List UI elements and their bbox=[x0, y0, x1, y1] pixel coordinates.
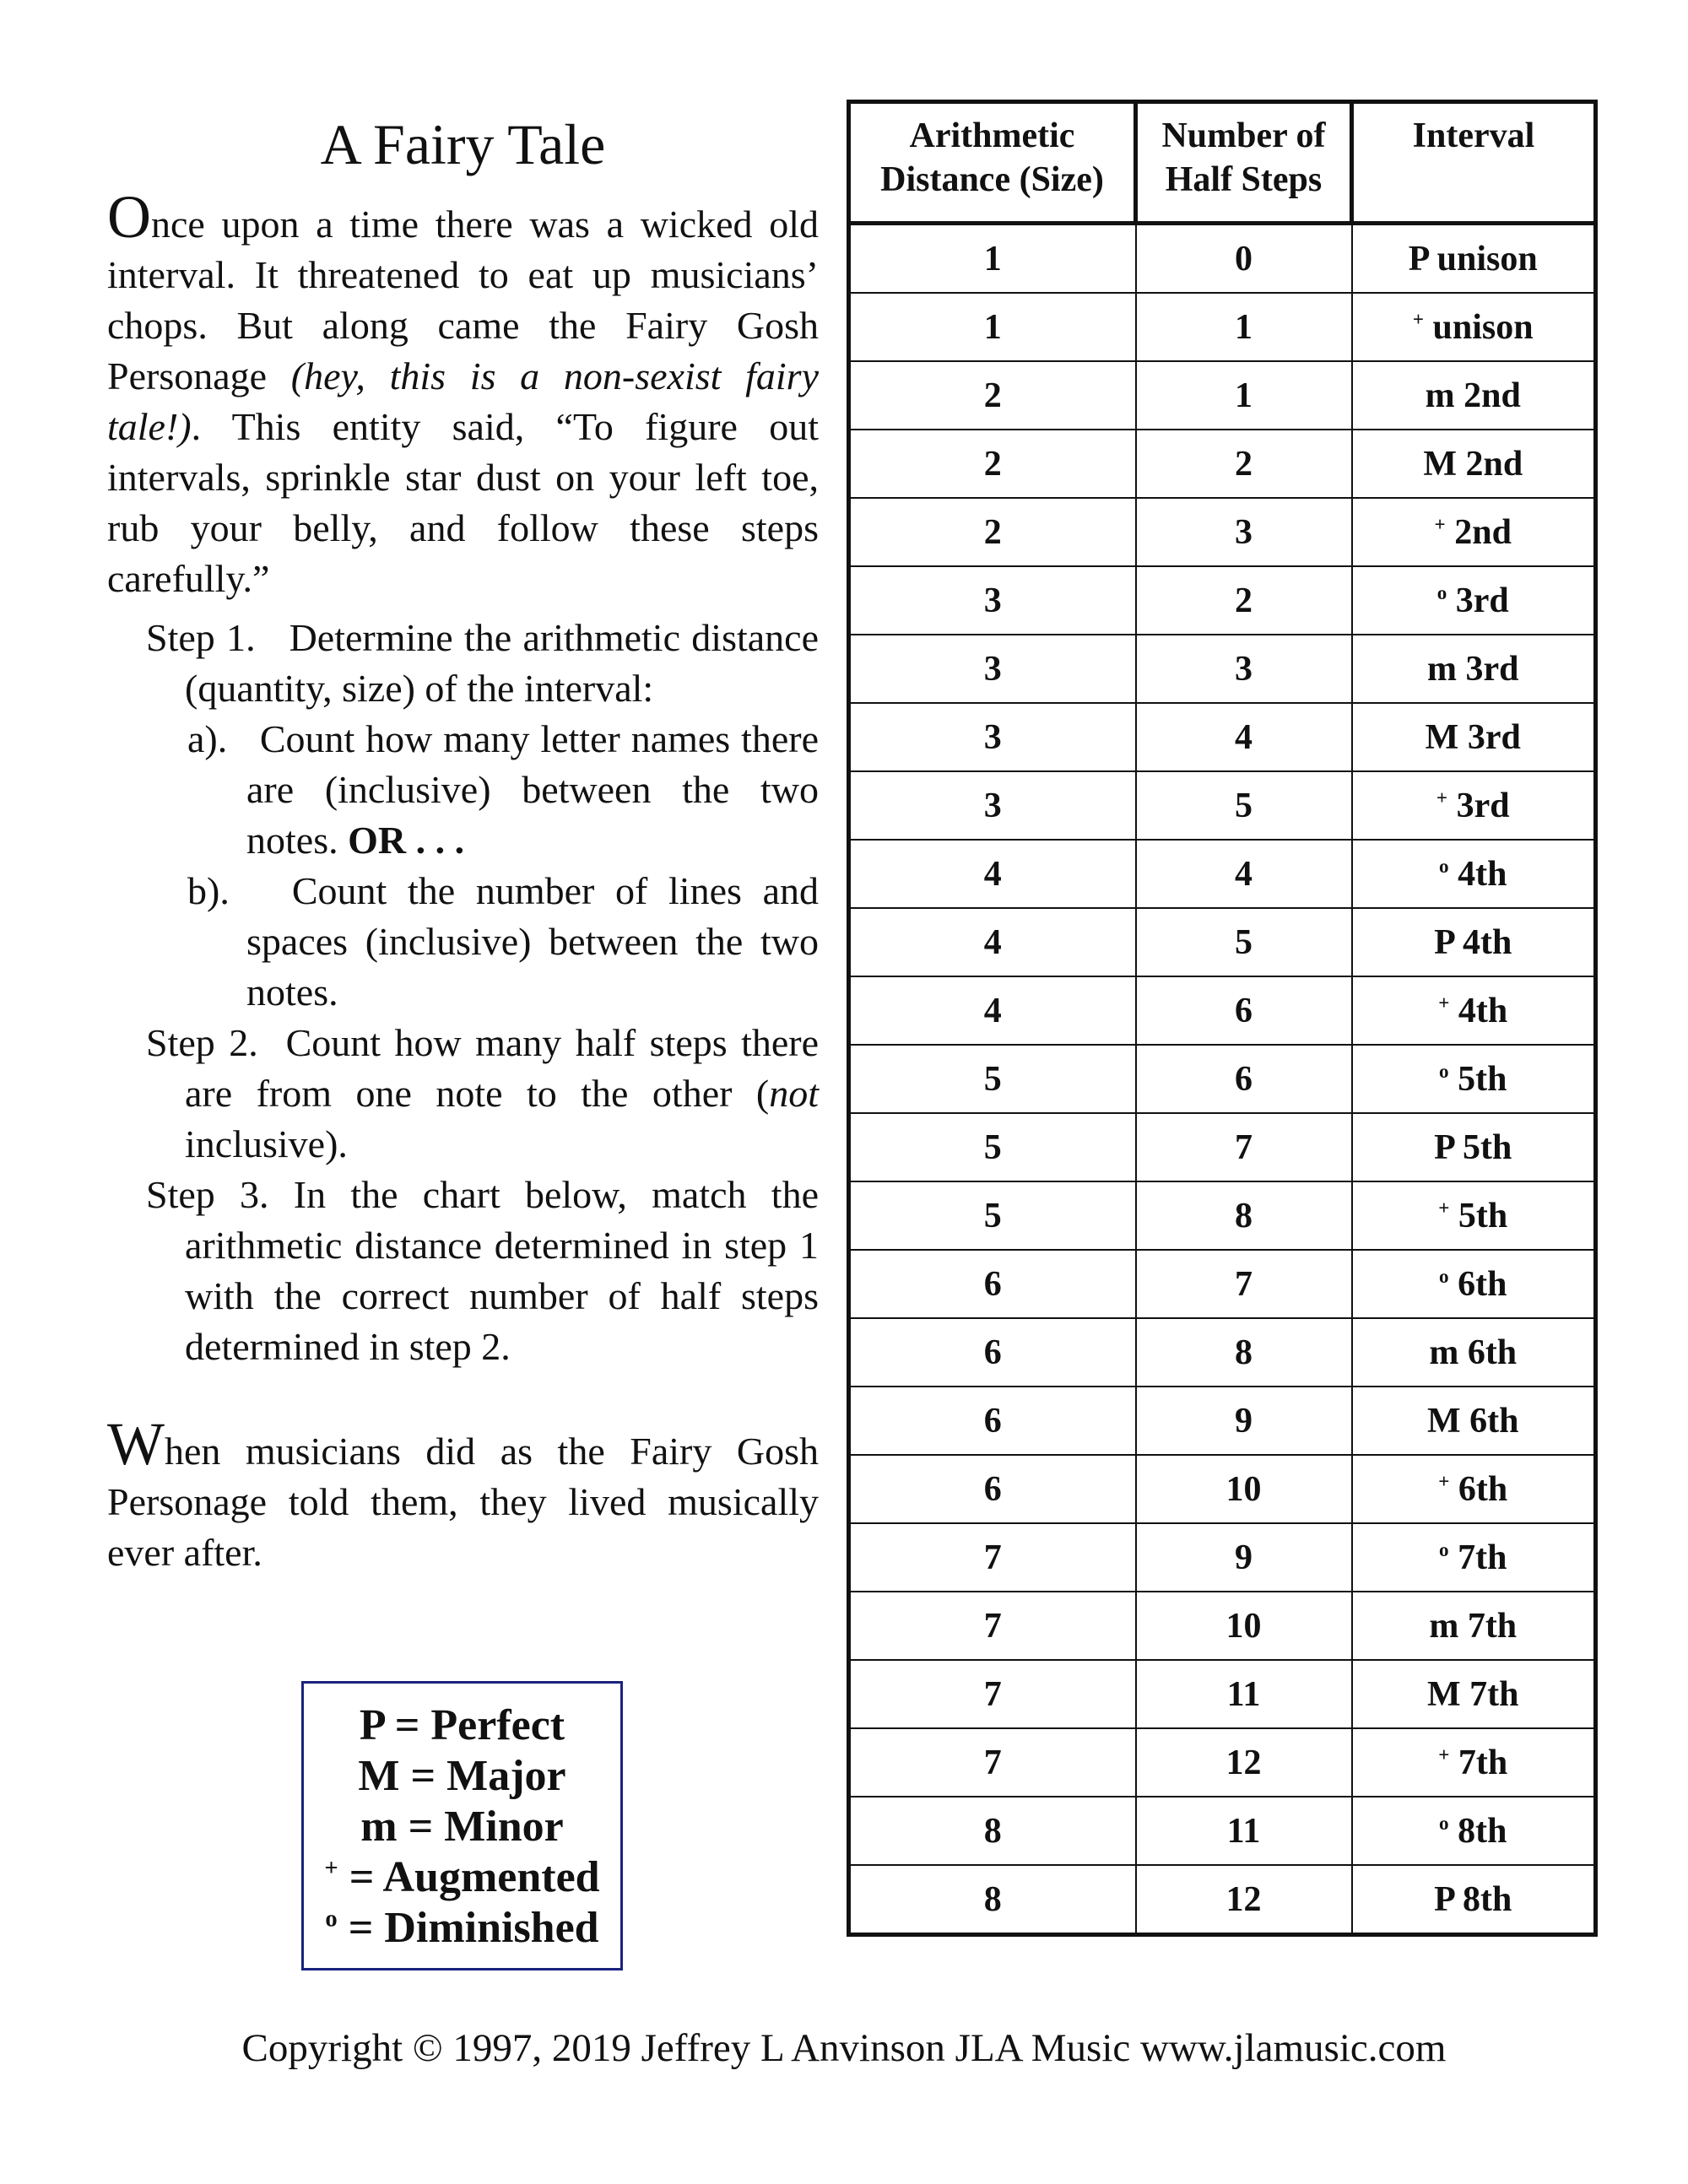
header-interval: Interval bbox=[1352, 102, 1596, 224]
cell-half-steps: 6 bbox=[1136, 976, 1352, 1045]
step-3-text: In the chart below, match the arithmetic distance determined in step 1 with the correct number of half steps determined in step 2. bbox=[185, 1173, 819, 1368]
cell-interval bbox=[1352, 293, 1596, 361]
cell-size: 4 bbox=[849, 908, 1136, 976]
cell-size: 7 bbox=[849, 1592, 1136, 1660]
legend-diminished bbox=[304, 1903, 620, 1954]
table-row bbox=[849, 1728, 1596, 1797]
cell-interval bbox=[1352, 1523, 1596, 1592]
step-1-text: Determine the arithmetic distance (quantity, size) of the interval: bbox=[185, 616, 820, 710]
interval-table bbox=[847, 100, 1598, 1937]
cell-half-steps: 9 bbox=[1136, 1387, 1352, 1455]
interval-quality-symbol: o bbox=[1439, 1059, 1449, 1082]
interval-name: m 6th bbox=[1429, 1333, 1518, 1372]
diminished-symbol: o bbox=[325, 1906, 338, 1933]
table-row bbox=[849, 293, 1596, 361]
interval-name: unison bbox=[1424, 307, 1534, 347]
interval-quality-symbol: o bbox=[1439, 1811, 1449, 1834]
step-2-text-1: Count how many half steps there are from one note to the other ( bbox=[185, 1021, 820, 1115]
intro-text-2: . This entity said, “To figure out intervals, sprinkle star dust on your left toe, rub your belly, and follow these steps carefully.” bbox=[107, 405, 819, 600]
interval-name: M 3rd bbox=[1425, 717, 1521, 757]
cell-half-steps: 0 bbox=[1136, 224, 1352, 294]
table-row bbox=[849, 430, 1596, 498]
table-row bbox=[849, 1592, 1596, 1660]
interval-name: 3rd bbox=[1447, 786, 1510, 825]
cell-half-steps: 9 bbox=[1136, 1523, 1352, 1592]
cell-size: 7 bbox=[849, 1523, 1136, 1592]
cell-half-steps: 11 bbox=[1136, 1660, 1352, 1728]
diminished-text: = Diminished bbox=[337, 1904, 599, 1952]
table-row bbox=[849, 1523, 1596, 1592]
cell-size: 4 bbox=[849, 840, 1136, 908]
cell-half-steps: 8 bbox=[1136, 1181, 1352, 1250]
ending-paragraph bbox=[107, 1410, 819, 1578]
interval-name: M 7th bbox=[1427, 1674, 1519, 1714]
table-row bbox=[849, 1797, 1596, 1865]
interval-quality-symbol: + bbox=[1438, 991, 1450, 1014]
cell-size: 2 bbox=[849, 498, 1136, 566]
step-2-text-2: inclusive). bbox=[185, 1122, 348, 1165]
step-1b-label: b). bbox=[187, 869, 230, 912]
story-column bbox=[107, 105, 819, 1578]
table-row bbox=[849, 224, 1596, 294]
step-2-label: Step 2. bbox=[146, 1021, 258, 1064]
cell-interval bbox=[1352, 908, 1596, 976]
cell-half-steps: 1 bbox=[1136, 361, 1352, 430]
interval-name: 6th bbox=[1448, 1264, 1507, 1304]
table-row bbox=[849, 771, 1596, 840]
cell-half-steps: 3 bbox=[1136, 635, 1352, 703]
cell-interval bbox=[1352, 498, 1596, 566]
cell-interval bbox=[1352, 1592, 1596, 1660]
step-3-label: Step 3. bbox=[146, 1173, 269, 1216]
cell-half-steps: 12 bbox=[1136, 1865, 1352, 1935]
interval-name: m 2nd bbox=[1425, 376, 1521, 415]
interval-name: P 4th bbox=[1434, 922, 1512, 962]
interval-quality-symbol: + bbox=[1438, 1469, 1450, 1492]
cell-size: 2 bbox=[849, 430, 1136, 498]
interval-quality-symbol: + bbox=[1438, 1743, 1450, 1765]
interval-name: 4th bbox=[1449, 991, 1508, 1030]
step-2-italic: not bbox=[769, 1072, 819, 1115]
table-row bbox=[849, 1455, 1596, 1523]
cell-size: 1 bbox=[849, 224, 1136, 294]
cell-size: 3 bbox=[849, 566, 1136, 635]
step-1b bbox=[107, 866, 819, 1018]
cell-half-steps: 10 bbox=[1136, 1455, 1352, 1523]
interval-name: P 5th bbox=[1434, 1127, 1512, 1167]
step-2 bbox=[107, 1018, 819, 1170]
cell-size: 7 bbox=[849, 1728, 1136, 1797]
cell-size: 6 bbox=[849, 1387, 1136, 1455]
table-header-row bbox=[849, 102, 1596, 224]
copyright-footer: Copyright © 1997, 2019 Jeffrey L Anvinson JLA Music www.jlamusic.com bbox=[241, 2026, 1447, 2070]
intro-text-1: nce upon a time there was a wicked old interval. It threatened to eat up musicians’ chops. But along came the Fairy Gosh Personage bbox=[107, 203, 819, 397]
step-1a-label: a). bbox=[187, 717, 228, 760]
interval-name: 4th bbox=[1448, 854, 1507, 894]
cell-interval bbox=[1352, 1045, 1596, 1113]
interval-quality-symbol: o bbox=[1439, 1538, 1449, 1560]
cell-interval bbox=[1352, 361, 1596, 430]
interval-name: M 6th bbox=[1427, 1401, 1519, 1441]
cell-size: 5 bbox=[849, 1181, 1136, 1250]
intro-paragraph bbox=[107, 183, 820, 604]
cell-half-steps: 11 bbox=[1136, 1797, 1352, 1865]
cell-interval bbox=[1352, 1797, 1596, 1865]
cell-half-steps: 1 bbox=[1136, 293, 1352, 361]
table-row bbox=[849, 1387, 1596, 1455]
table-row bbox=[849, 498, 1596, 566]
interval-name: 6th bbox=[1449, 1469, 1508, 1509]
cell-interval bbox=[1352, 1113, 1596, 1181]
cell-half-steps: 6 bbox=[1136, 1045, 1352, 1113]
table-row bbox=[849, 361, 1596, 430]
table-row bbox=[849, 1045, 1596, 1113]
cell-size: 3 bbox=[849, 771, 1136, 840]
cell-size: 6 bbox=[849, 1455, 1136, 1523]
table-row bbox=[849, 908, 1596, 976]
augmented-text: = Augmented bbox=[338, 1853, 600, 1901]
interval-name: 5th bbox=[1448, 1059, 1507, 1099]
table-row bbox=[849, 840, 1596, 908]
cell-half-steps: 8 bbox=[1136, 1318, 1352, 1387]
interval-quality-symbol: o bbox=[1439, 854, 1449, 877]
cell-size: 1 bbox=[849, 293, 1136, 361]
cell-size: 5 bbox=[849, 1113, 1136, 1181]
table-row bbox=[849, 703, 1596, 771]
interval-name: m 3rd bbox=[1427, 649, 1519, 689]
cell-size: 5 bbox=[849, 1045, 1136, 1113]
page-title: A Fairy Tale bbox=[320, 112, 606, 176]
cell-size: 2 bbox=[849, 361, 1136, 430]
step-1a-text: Count how many letter names there are (inclusive) between the two notes. bbox=[246, 717, 820, 862]
cell-interval bbox=[1352, 1181, 1596, 1250]
cell-interval bbox=[1352, 1318, 1596, 1387]
table-row bbox=[849, 976, 1596, 1045]
table-row bbox=[849, 1181, 1596, 1250]
cell-interval bbox=[1352, 1660, 1596, 1728]
cell-size: 7 bbox=[849, 1660, 1136, 1728]
header-size: Arithmetic Distance (Size) bbox=[849, 102, 1136, 224]
cell-size: 6 bbox=[849, 1250, 1136, 1318]
cell-interval bbox=[1352, 224, 1596, 294]
cell-half-steps: 3 bbox=[1136, 498, 1352, 566]
table-body bbox=[849, 224, 1596, 1935]
cell-half-steps: 2 bbox=[1136, 430, 1352, 498]
cell-size: 6 bbox=[849, 1318, 1136, 1387]
cell-interval bbox=[1352, 1455, 1596, 1523]
cell-size: 3 bbox=[849, 635, 1136, 703]
cell-interval bbox=[1352, 566, 1596, 635]
interval-name: P 8th bbox=[1434, 1879, 1512, 1919]
cell-interval bbox=[1352, 1387, 1596, 1455]
table-row bbox=[849, 635, 1596, 703]
cell-half-steps: 4 bbox=[1136, 703, 1352, 771]
interval-quality-symbol: + bbox=[1412, 307, 1425, 330]
table-row bbox=[849, 1318, 1596, 1387]
header-half-steps: Number of Half Steps bbox=[1136, 102, 1352, 224]
cell-interval bbox=[1352, 976, 1596, 1045]
cell-half-steps: 7 bbox=[1136, 1250, 1352, 1318]
interval-name: P unison bbox=[1408, 239, 1538, 278]
cell-interval bbox=[1352, 430, 1596, 498]
cell-half-steps: 12 bbox=[1136, 1728, 1352, 1797]
intro-italic-aside: (hey, this is a non-sexist fairy tale!) bbox=[107, 354, 820, 448]
interval-quality-symbol: o bbox=[1436, 581, 1447, 603]
interval-quality-symbol: o bbox=[1439, 1264, 1449, 1287]
intro-dropcap: O bbox=[107, 183, 151, 251]
interval-quality-symbol: + bbox=[1434, 512, 1446, 535]
step-1 bbox=[107, 613, 819, 714]
cell-half-steps: 2 bbox=[1136, 566, 1352, 635]
cell-size: 8 bbox=[849, 1797, 1136, 1865]
interval-name: 3rd bbox=[1447, 581, 1509, 620]
step-1b-text: Count the number of lines and spaces (inclusive) between the two notes. bbox=[246, 869, 819, 1014]
cell-interval bbox=[1352, 1728, 1596, 1797]
cell-size: 4 bbox=[849, 976, 1136, 1045]
interval-name: M 2nd bbox=[1423, 444, 1523, 484]
cell-half-steps: 4 bbox=[1136, 840, 1352, 908]
table-row bbox=[849, 1660, 1596, 1728]
legend-minor: m = Minor bbox=[360, 1803, 564, 1851]
cell-interval bbox=[1352, 1865, 1596, 1935]
step-1a-or: OR . . . bbox=[348, 819, 465, 862]
interval-quality-symbol: + bbox=[1438, 1196, 1450, 1219]
ending-text: hen musicians did as the Fairy Gosh Personage told them, they lived musically ever after. bbox=[107, 1430, 819, 1574]
table-row bbox=[849, 1865, 1596, 1935]
cell-half-steps: 5 bbox=[1136, 908, 1352, 976]
interval-table-container bbox=[847, 100, 1593, 1971]
legend-major: M = Major bbox=[358, 1752, 566, 1800]
cell-half-steps: 5 bbox=[1136, 771, 1352, 840]
legend-augmented bbox=[304, 1852, 620, 1903]
cell-interval bbox=[1352, 840, 1596, 908]
cell-interval bbox=[1352, 703, 1596, 771]
step-1a bbox=[107, 714, 819, 866]
legend-perfect: P = Perfect bbox=[359, 1701, 565, 1749]
interval-name: 5th bbox=[1449, 1196, 1508, 1235]
cell-half-steps: 10 bbox=[1136, 1592, 1352, 1660]
interval-name: 7th bbox=[1449, 1743, 1508, 1782]
ending-dropcap: W bbox=[107, 1410, 165, 1478]
cell-interval bbox=[1352, 1250, 1596, 1318]
table-row bbox=[849, 1250, 1596, 1318]
interval-name: 2nd bbox=[1445, 512, 1512, 552]
cell-interval bbox=[1352, 771, 1596, 840]
cell-size: 3 bbox=[849, 703, 1136, 771]
cell-half-steps: 7 bbox=[1136, 1113, 1352, 1181]
step-1-label: Step 1. bbox=[146, 616, 256, 659]
cell-interval bbox=[1352, 635, 1596, 703]
interval-name: 7th bbox=[1448, 1538, 1507, 1577]
cell-size: 8 bbox=[849, 1865, 1136, 1935]
interval-name: 8th bbox=[1448, 1811, 1507, 1851]
abbreviation-legend bbox=[301, 1681, 623, 1970]
augmented-symbol: + bbox=[324, 1855, 338, 1882]
interval-quality-symbol: + bbox=[1436, 786, 1448, 808]
table-row bbox=[849, 566, 1596, 635]
interval-name: m 7th bbox=[1429, 1606, 1518, 1646]
table-row bbox=[849, 1113, 1596, 1181]
step-3 bbox=[107, 1170, 819, 1372]
